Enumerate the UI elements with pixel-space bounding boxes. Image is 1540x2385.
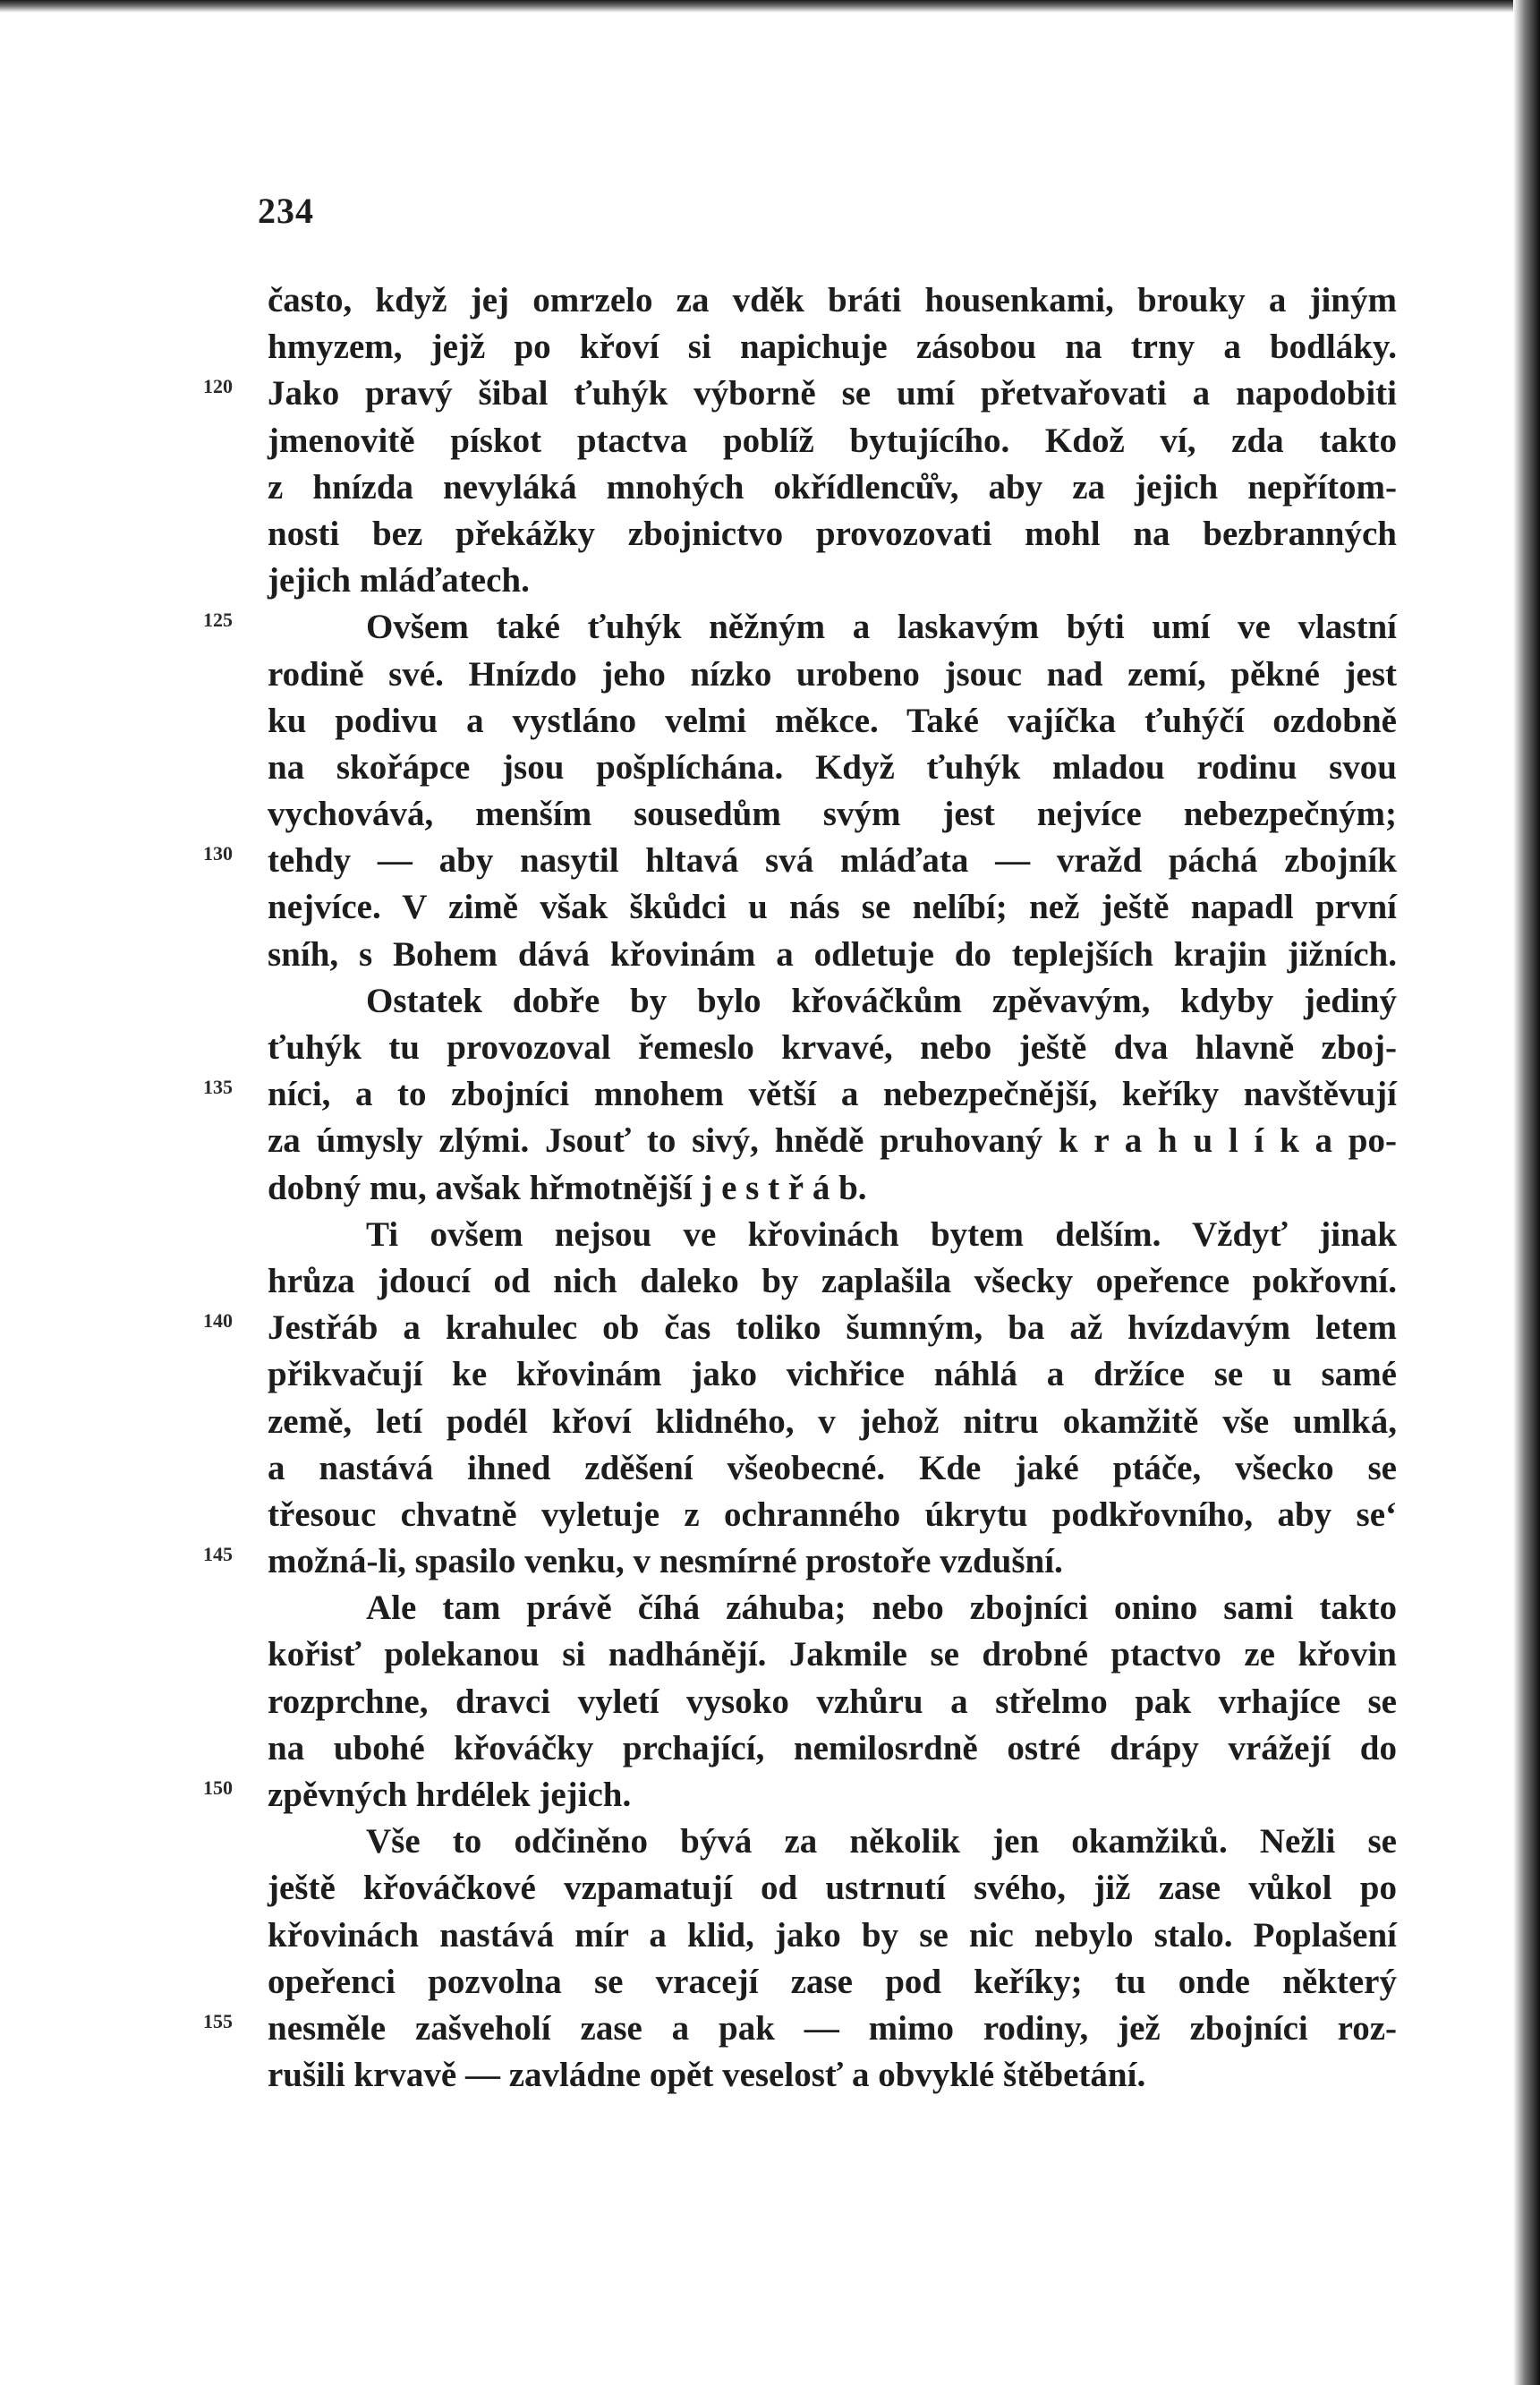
text-line-content: tehdy — aby nasytil hltavá svá mláďata — vražd páchá zbojník [268,841,1397,881]
text-line [268,558,1397,604]
text-line-content: hrůza jdoucí od nich daleko by zaplašila všecky opeřence pokřovní. [268,1261,1397,1300]
text-line-content: nosti bez překážky zbojnictvo provozovati mohl na bezbranných [268,514,1397,553]
text-line-content: nesměle zašveholí zase a pak — mimo rodiny, jež zbojníci roz- [268,2008,1397,2048]
text-line [268,1959,1397,2006]
line-number: 120 [203,375,233,398]
text-line [203,371,1397,417]
line-number: 135 [203,1076,233,1099]
scan-top-edge [0,0,1540,13]
text-line-content: Ostatek dobře by bylo křováčkům zpěvavým, kdyby jediný [366,981,1397,1020]
text-line [268,791,1397,838]
text-line-content: možná-li, spasilo venku, v nesmírné prostoře vzdušní. [268,1542,1063,1581]
text-line-content: často, když jej omrzelo za vděk bráti housenkami, brouky a jiným [268,281,1397,319]
text-line [268,1351,1397,1398]
text-line [268,1025,1397,1071]
text-line [268,464,1397,511]
text-line [268,978,1397,1025]
text-line-content: níci, a to zbojníci mnohem větší a nebezpečnější, keříky navštěvují [268,1075,1397,1114]
text-line-content: Ale tam právě číhá záhuba; nebo zbojníci onino sami takto [366,1589,1397,1628]
text-line-content: Ti ovšem nejsou ve křovinách bytem delším. Vždyť jinak [366,1214,1397,1254]
text-line [268,1258,1397,1305]
text-line [268,1585,1397,1631]
text-line [268,884,1397,931]
text-line-content: křovinách nastává mír a klid, jako by se nic nebylo stalo. Poplašení [268,1915,1397,1955]
text-line-content: za úmysly zlými. Jsouť to sivý, hnědě pruhovaný k r a h u l í k a po- [268,1121,1397,1161]
scan-right-edge [1513,0,1540,2385]
text-line [268,1212,1397,1258]
text-line [203,838,1397,884]
text-line [268,1631,1397,1678]
text-line [268,2052,1397,2099]
text-line-content: ještě křováčkové vzpamatují od ustrnutí svého, již zase vůkol po [268,1869,1397,1908]
text-line [268,1865,1397,1912]
text-line-content: třesouc chvatně vyletuje z ochranného úkrytu podkřovního, aby se‘ [268,1495,1397,1534]
text-line-content: Jako pravý šibal ťuhýk výborně se umí přetvařovati a napodobiti [268,374,1397,413]
text-line [203,1305,1397,1351]
text-line-content: vychovává, menším sousedům svým jest nejvíce nebezpečným; [268,795,1397,834]
text-line [268,418,1397,464]
text-line-content: přikvačují ke křovinám jako vichřice náhlá a držíce se u samé [268,1355,1397,1394]
line-number: 130 [203,842,233,865]
line-number: 125 [203,609,233,632]
text-line-content: zpěvných hrdélek jejich. [268,1776,632,1814]
text-line [268,1725,1397,1772]
text-line-content: rušili krvavě — zavládne opět veselosť a obvyklé štěbetání. [268,2056,1146,2095]
text-line [268,1819,1397,1865]
text-line [203,1538,1397,1585]
line-number: 140 [203,1309,233,1333]
text-line [203,1772,1397,1819]
line-number: 150 [203,1776,233,1799]
text-line-content: opeřenci pozvolna se vracejí zase pod keříky; tu onde některý [268,1962,1397,2001]
text-line-content: ku podivu a vystláno velmi měkce. Také vajíčka ťuhýčí ozdobně [268,701,1397,740]
text-line [268,1912,1397,1959]
text-line [268,698,1397,745]
text-line [268,1679,1397,1725]
text-line-content: Jestřáb a krahulec ob čas toliko šumným, ba až hvízdavým letem [268,1308,1397,1348]
text-line-content: kořisť polekanou si nadhánějí. Jakmile se drobné ptactvo ze křovin [268,1635,1397,1674]
text-line [268,324,1397,371]
page-number: 234 [258,191,314,231]
text-line-content: na skořápce jsou pošplíchána. Když ťuhýk mladou rodinu svou [268,747,1397,787]
text-line-content: jejich mláďatech. [268,561,530,601]
body-text [203,277,1397,2099]
text-line [268,745,1397,791]
line-number: 155 [203,2009,233,2032]
text-line-content: z hnízda nevyláká mnohých okřídlenců̊v, aby za jejich nepřítom- [268,467,1397,507]
text-line-content: rodině své. Hnízdo jeho nízko urobeno jsouc nad zemí, pěkné jest [268,654,1397,694]
text-line-content: dobný mu, avšak hřmotnější j e s t ř á b. [268,1168,867,1207]
text-line [268,1492,1397,1538]
text-line-content: nejvíce. V zimě však škůdci u nás se nelíbí; než ještě napadl první [268,888,1397,927]
text-line [203,2006,1397,2052]
text-line-content: rozprchne, dravci vyletí vysoko vzhůru a střelmo pak vrhajíce se [268,1682,1397,1721]
text-line [268,1399,1397,1445]
line-number: 145 [203,1543,233,1566]
text-line-content: na ubohé křováčky prchající, nemilosrdně ostré drápy vrážejí do [268,1728,1397,1767]
text-line [268,932,1397,978]
text-line-content: sníh, s Bohem dává křovinám a odletuje do teplejších krajin jižních. [268,934,1397,974]
text-line [268,1165,1397,1212]
text-line [268,1118,1397,1164]
text-line-content: hmyzem, jejž po křoví si napichuje zásobou na trny a bodláky. [268,328,1397,367]
text-line [268,511,1397,558]
text-line-content: jmenovitě pískot ptactva poblíž bytujícího. Kdož ví, zda takto [268,421,1397,460]
text-line-content: Vše to odčiněno bývá za několik jen okamžiků. Nežli se [366,1822,1397,1861]
text-line [268,277,1397,324]
text-line [203,1071,1397,1118]
text-line-content: ťuhýk tu provozoval řemeslo krvavé, nebo ještě dva hlavně zboj- [268,1028,1397,1067]
text-line-content: a nastává ihned zděšení všeobecné. Kde jaké ptáče, všecko se [268,1448,1397,1487]
text-line-content: Ovšem také ťuhýk něžným a laskavým býti umí ve vlastní [366,608,1397,647]
text-line-content: země, letí podél křoví klidného, v jehož nitru okamžitě vše umlká, [268,1401,1397,1441]
text-line [268,1445,1397,1492]
text-line [268,652,1397,698]
text-line [203,604,1397,651]
